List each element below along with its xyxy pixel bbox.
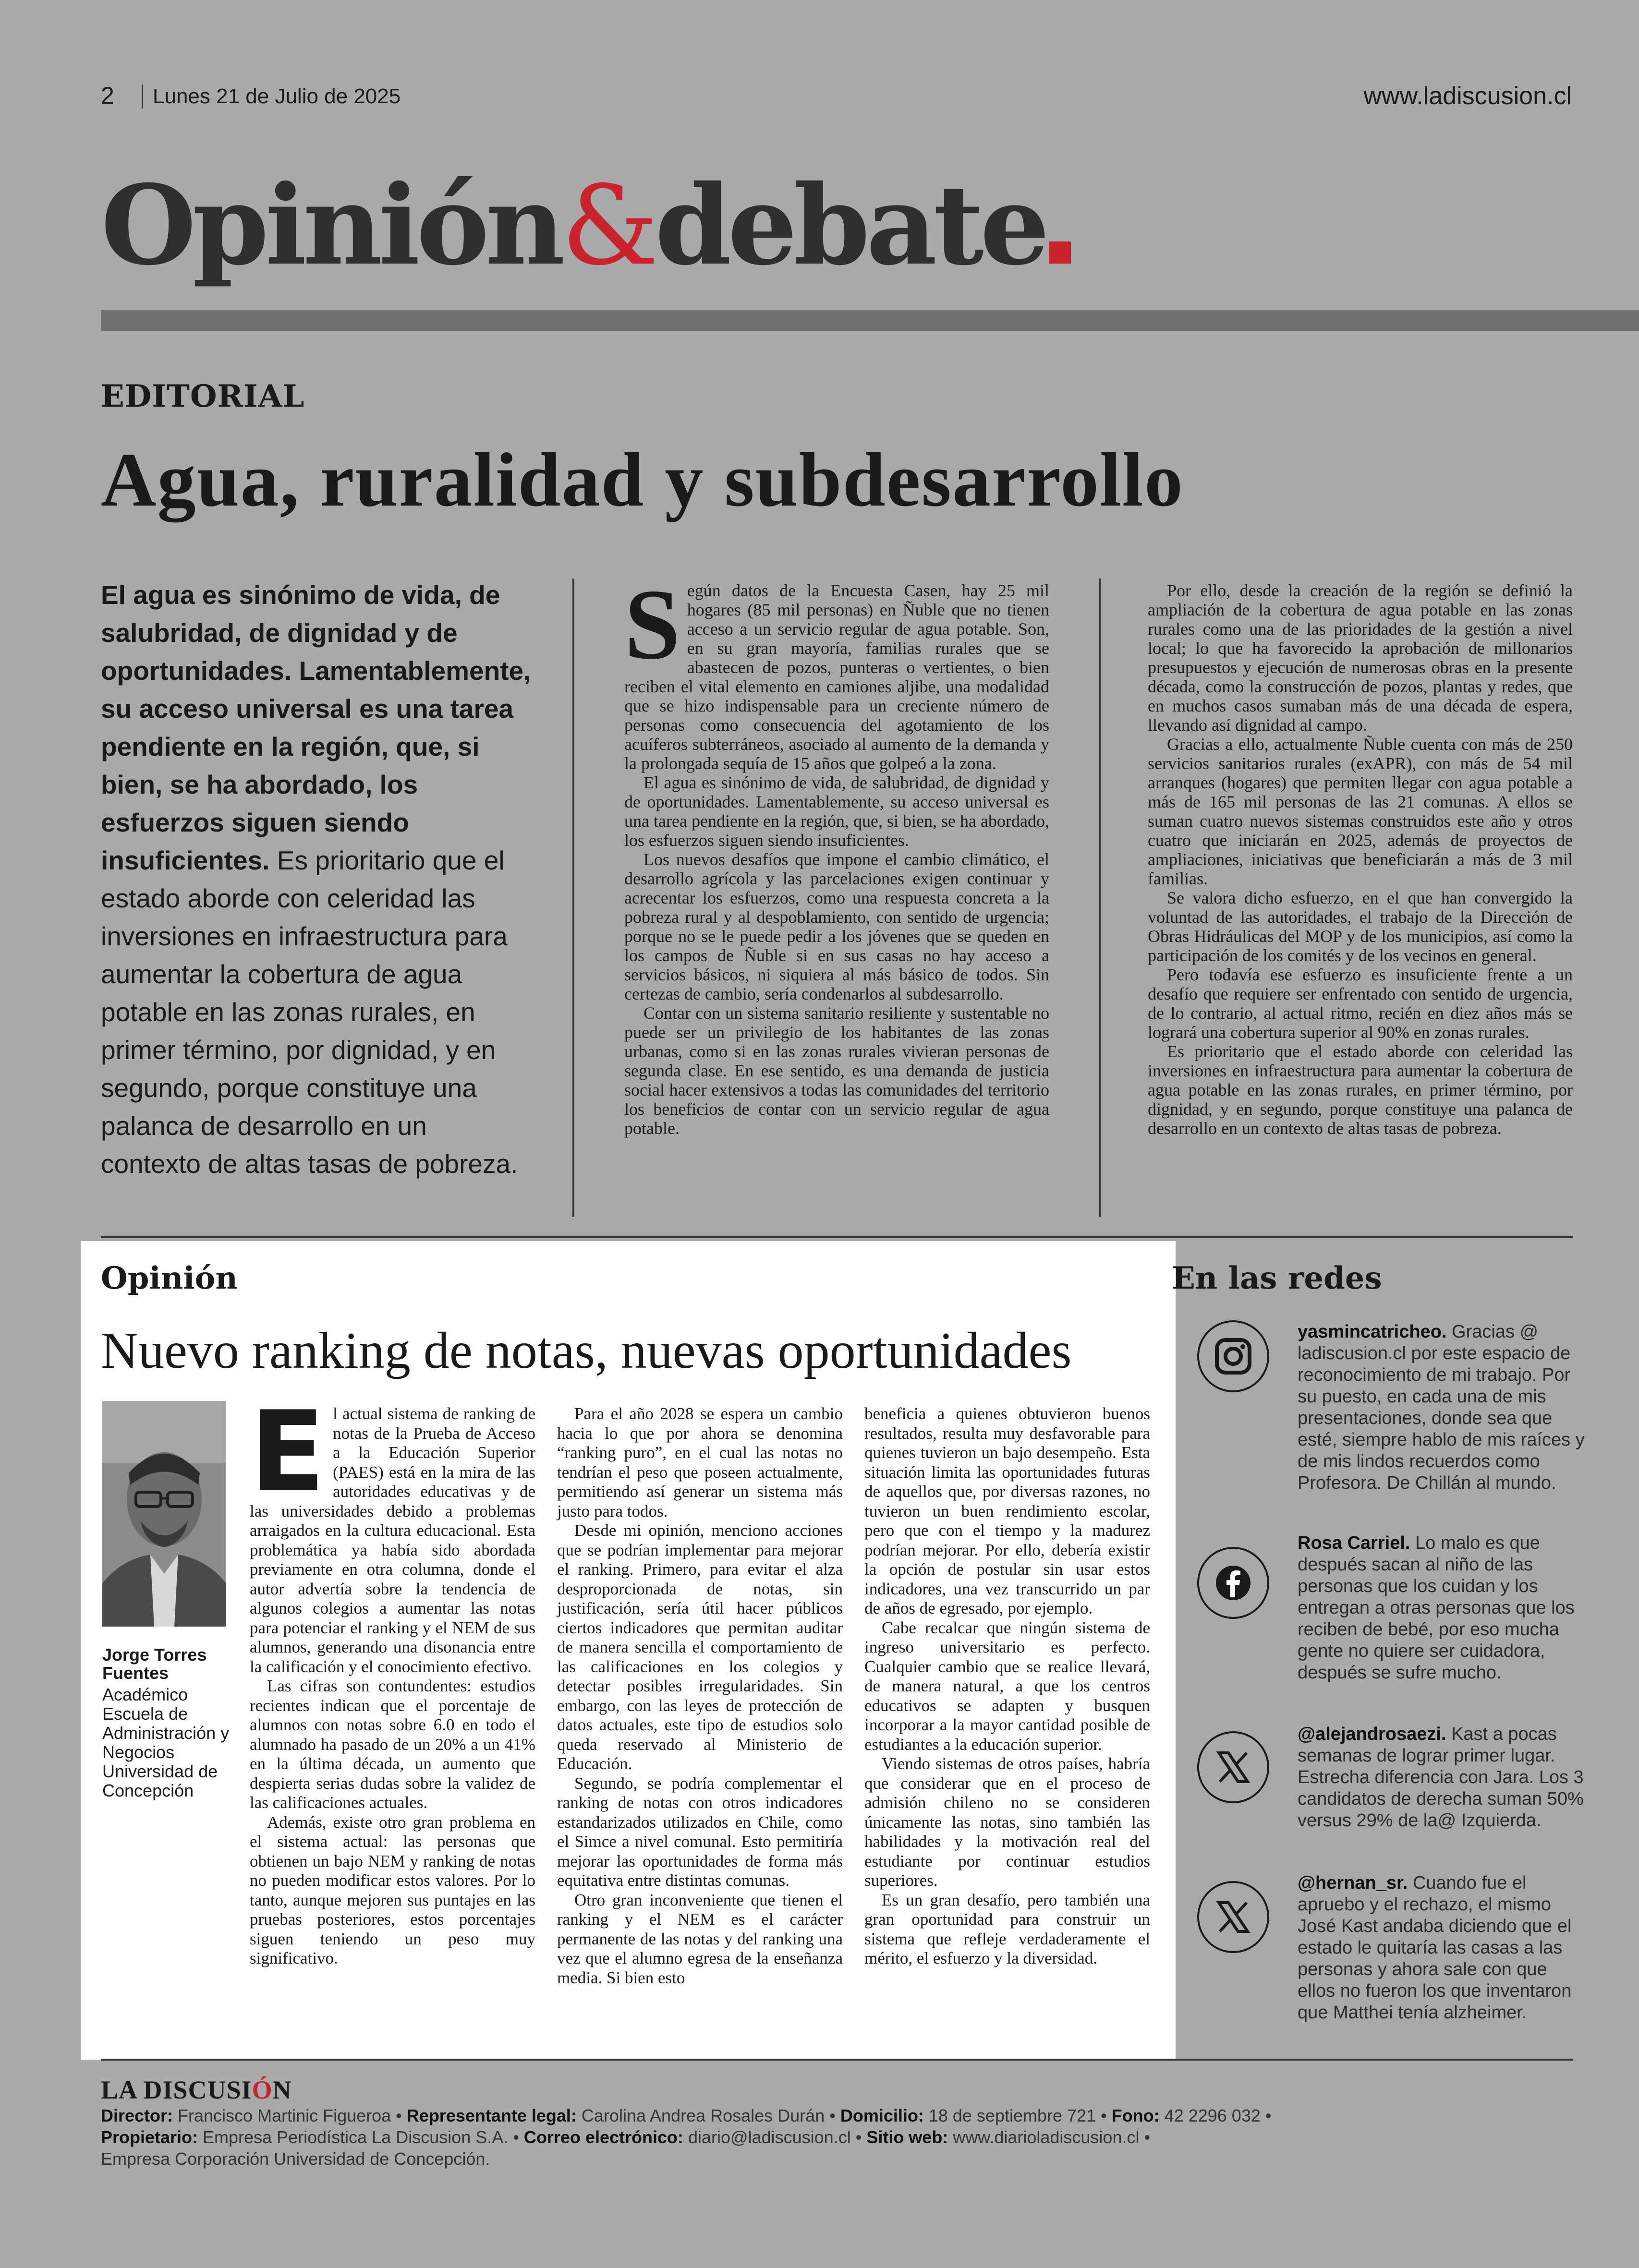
drop-cap: S [624,569,680,680]
author-name: Jorge Torres Fuentes [102,1645,207,1683]
social-post [1298,1532,1586,1684]
editorial-paragraph: Se valora dicho esfuerzo, en el que han convergido la voluntad de las autoridades, el trabajo de la Dirección de Obras Hidráulicas del MOP y de los municipios, así como la participación de los comités y de los vecinos en general. [1148,888,1573,965]
section-divider [101,1236,1573,1238]
editorial-lead-regular: Es prioritario que el estado aborde con celeridad las inversiones en infraestructura para aumentar la cobertura de agua potable en las zonas rurales, en primer término, por dignidad, y en segundo, porque constituye una palanca de desarrollo en un contexto de altas tasas de pobreza. [101,845,518,1179]
opinion-paragraph: Segundo, se podría complementar el ranking de notas con otros indicadores estandarizados utilizados en Chile, como el Simce a nivel comunal. Esto permitiría mejorar las oportunidades de forma más equitativa entre distintas comunas. [557,1773,843,1890]
website-link[interactable]: www.diarioladiscusion.cl • [948,2127,1151,2147]
opinion-paragraph: Es un gran desafío, pero también una gran oportunidad para construir un sistema que refleje verdaderamente el mérito, el esfuerzo y la diversidad. [864,1890,1150,1967]
post-text: Lo malo es que después sacan al niño de las personas que los cuidan y los entregan a otras personas que los reciben de bebé, por eso mucha gente no quiere ser cuidadora, después se sufre mucho. [1298,1533,1575,1683]
opinion-paragraph: Las cifras son contundentes: estudios recientes indican que el porcentaje de alumnos con notas sobre 6.0 en todo el alumnado ha pasado de un 20% a un 41% en la última década, un aumento que despierta serias dudas sobre la validez de las calificaciones actuales. [250,1677,535,1812]
brand-ampersand: & [561,162,655,290]
post-handle[interactable]: @alejandrosaezi. [1298,1724,1446,1744]
email-link[interactable]: diario@ladiscusion.cl • [683,2127,867,2147]
editorial-paragraph [624,569,1049,773]
instagram-icon[interactable] [1197,1320,1269,1392]
post-handle[interactable]: @hernan_sr. [1298,1873,1408,1893]
logo-text-end: N [272,2075,292,2104]
editorial-paragraph: Gracias a ello, actualmente Ñuble cuenta con más de 250 servicios sanitarios rurales (exAPR), con más de 54 mil arranques (hogares) que permiten llegar con agua potable a más de 165 mil personas de las 21 comunas. A ellos se suman cuatro nuevos sistemas construidos este año y otros cuatro que iniciarán en 2025, además de proyectos de ampliaciones, iniciativas que beneficiarán a más de 3 mil familias. [1148,735,1573,888]
section-brand [101,161,1071,290]
paragraph-text: egún datos de la Encuesta Casen, hay 25 mil hogares (85 mil personas) en Ñuble que no tienen acceso a un servicio regular de agua potable. Son, en su gran mayoría, familias rurales que se abastecen de pozos, punteras o vertientes, o bien reciben el vital elemento en camiones aljibe, una modalidad que se hizo indispensable para un creciente número de personas como consecuencia del agotamiento de los acuíferos subterráneos, asociado al aumento de la demanda y la prolongada sequía de 15 años que golpeó a la zona. [624,581,1049,773]
website-link[interactable]: www.ladiscusion.cl [1363,82,1572,110]
opinion-paragraph [250,1388,535,1677]
label: Director: [101,2106,173,2125]
opinion-headline: Nuevo ranking de notas, nuevas oportunidades [101,1322,1072,1379]
opinion-kicker: Opinión [101,1260,238,1296]
paragraph-text: l actual sistema de ranking de notas de la Prueba de Acceso a la Educación Superior (PAES) está en la mira de las autoridades educativas y de las universidades debido a problemas arraigados en la cultura educacional. Esta problemática ya había sido abordada previamente en otra columna, donde el autor advertía sobre la tendencia de algunos colegios a aumentar las notas para potenciar el ranking y el NEM de sus alumnos, generando una disonancia entre la calificación y el conocimiento efectivo. [250,1404,535,1676]
social-post [1298,1724,1586,1832]
author-role: Académico Escuela de Administración y Negocios Universidad de Concepción [102,1685,230,1800]
logo-accent-letter: Ó [252,2075,273,2104]
value: Carolina Andrea Rosales Durán • [576,2106,840,2125]
opinion-column-3 [864,1404,1150,1968]
opinion-paragraph: Desde mi opinión, menciono acciones que se podrían implementar para mejorar el ranking. Primero, para evitar el alza desproporcionada de notas, sin justificación, sería útil hacer públicos ciertos indicadores que permitan auditar de manera sencilla el comportamiento de las calificaciones en los colegios y detectar posibles irregularidades. Sin embargo, con las leyes de protección de datos actuales, este tipo de estudios solo queda reservado al Ministerio de Educación. [557,1521,843,1773]
logo-text: LA DISCUSI [101,2075,252,2104]
masthead-line-2 [101,2127,1590,2148]
opinion-column-2 [557,1404,843,1988]
label: Sitio web: [866,2127,948,2147]
opinion-paragraph: Cabe recalcar que ningún sistema de ingreso universitario es perfecto. Cualquier cambio que se realice llevará, de manera natural, a que los centros educativos se adapten y busquen incorporar a la mayor cantidad posible de estudiantes a la educación superior. [864,1618,1150,1754]
editorial-paragraph: Contar con un sistema sanitario resiliente y sustentable no puede ser un privilegio de los habitantes de las zonas urbanas, como si en las zonas rurales vivieran personas de segunda clase. En ese sentido, es una demanda de justicia social hacer extensivos a todas las comunidades del territorio los beneficios de contar con un servicio regular de agua potable. [624,1003,1049,1138]
editorial-column-2 [624,569,1049,1138]
value: Francisco Martinic Figueroa • [173,2106,407,2125]
x-icon[interactable] [1197,1881,1269,1953]
drop-cap: E [250,1388,326,1516]
editorial-paragraph: Pero todavía ese esfuerzo es insuficiente frente a un desafío que requiere ser enfrentado con sentido de urgencia, de lo contrario, al actual ritmo, recién en diez años más se logrará una cobertura superior al 90% en zonas rurales. [1148,965,1573,1042]
issue-date: Lunes 21 de Julio de 2025 [153,84,401,108]
author-photo [102,1401,226,1627]
masthead-line-3: Empresa Corporación Universidad de Concepción. [101,2149,490,2169]
section-rule [101,310,1639,331]
column-divider [1099,579,1101,1217]
post-text: Gracias @ ladiscusion.cl por este espacio de reconocimiento de mi trabajo. Por su puesto, en cada una de mis presentaciones, donde sea que esté, siempre hablo de mis raíces y de mis lindos recuerdos como Profesora. De Chillán al mundo. [1298,1322,1585,1493]
facebook-icon[interactable] [1197,1547,1269,1619]
brand-word-opinion: Opinión [101,161,561,290]
post-handle[interactable]: yasmincatricheo. [1298,1322,1447,1342]
opinion-paragraph: beneficia a quienes obtuvieron buenos resultados, resulta muy desfavorable para quienes tuvieron un bajo desempeño. Esta situación limita las oportunidades futuras de aquellos que, por diversas razones, no tuvieron un buen rendimiento escolar, pero que con el tiempo y la madurez podrían mejorar. Por ello, debería existir la opción de postular sin usar estos indicadores, una vez transcurrido un par de años de egresado, por ejemplo. [864,1404,1150,1617]
brand-word-debate: debate [655,161,1046,290]
opinion-paragraph: Además, existe otro gran problema en el sistema actual: las personas que obtienen un bajo NEM y ranking de notas no pueden modificar estos valores. Por lo tanto, aunque mejoren sus puntajes en las pruebas posteriores, estos porcentajes siguen teniendo un peso muy significativo. [250,1812,535,1967]
editorial-column-3 [1148,581,1573,1138]
opinion-paragraph: Otro gran inconveniente que tienen el ranking y el NEM es el carácter permanente de las notas y del ranking una vez que el alumno egresa de la enseñanza media. Si bien esto [557,1890,843,1987]
value: 18 de septiembre 721 • [923,2106,1112,2125]
editorial-paragraph: Los nuevos desafíos que impone el cambio climático, el desarrollo agrícola y las parcelaciones exigen continuar y acrecentar los esfuerzos, como una respuesta concreta a la pobreza rural y al despoblamiento, con sentido de urgencia; porque no se le puede pedir a los jóvenes que se queden en los campos de Ñuble si en sus casas no hay acceso a servicios básicos, ni siquiera al más básico de todos. Sin certezas de cambio, sería condenarlos al subdesarrollo. [624,850,1049,1003]
column-divider [572,579,574,1217]
post-text: Cuando fue el apruebo y el rechazo, el mismo José Kast andaba diciendo que el estado le quitaría las casas a las personas y ahora sale con que ellos no fueron los que inventaron que Matthei tenía alzheimer. [1298,1873,1572,2023]
newspaper-logo [101,2075,292,2105]
opinion-paragraph: Viendo sistemas de otros países, habría que considerar que en el proceso de admisión chileno no se consideren únicamente las notas, sino también las habilidades y la motivación real del estudiante por continuar estudios superiores. [864,1754,1150,1890]
opinion-column-1 [250,1388,535,1968]
value: Empresa Periodística La Discusion S.A. • [198,2127,524,2147]
social-post [1298,1872,1586,2024]
editorial-paragraph: Es prioritario que el estado aborde con celeridad las inversiones en infraestructura para aumentar la cobertura de agua potable en las zonas rurales, en primer término, por dignidad, y en segundo, porque constituye una palanca de desarrollo en un contexto de altas tasas de pobreza. [1148,1042,1573,1138]
post-handle[interactable]: Rosa Carriel. [1298,1533,1410,1553]
label: Correo electrónico: [523,2127,683,2147]
x-icon[interactable] [1197,1731,1269,1803]
value: 42 2296 032 • [1159,2106,1272,2125]
label: Representante legal: [406,2106,577,2125]
social-post [1298,1321,1586,1494]
footer-divider [101,2059,1573,2061]
masthead-line-1 [101,2105,1590,2126]
label: Fono: [1111,2106,1160,2125]
brand-red-dot [1049,241,1071,264]
opinion-paragraph: Para el año 2028 se espera un cambio hacia lo que por ahora se denomina “ranking puro”, en el cual las notas no tendrían el peso que poseen actualmente, permitiendo así generar un sistema más justo para todos. [557,1404,843,1520]
editorial-lead [101,576,533,1183]
editorial-lead-bold: El agua es sinónimo de vida, de salubridad, de dignidad y de oportunidades. Lamentablemente, su acceso universal es una tarea pendiente en la región, que, si bien, se ha abordado, los esfuerzos siguen siendo insuficientes. [101,580,531,875]
editorial-kicker: EDITORIAL [101,378,305,414]
editorial-paragraph: El agua es sinónimo de vida, de salubridad, de dignidad y de oportunidades. Lamentablemente, su acceso universal es una tarea pendiente en la región, que, si bien, se ha abordado, los esfuerzos siguen siendo insuficientes. [624,773,1049,850]
page-number: 2 [101,82,114,109]
editorial-paragraph: Por ello, desde la creación de la región se definió la ampliación de la cobertura de agua potable en las zonas rurales como una de las prioridades de la gestión a nivel local; lo que ha favorecido la aprobación de millonarios presupuestos y ejecución de numerosas obras en la presente década, como la construcción de pozos, plantas y redes, que en muchos casos sumaban más de una década de espera, llevando así dignidad al campo. [1148,581,1573,735]
label: Domicilio: [840,2106,924,2125]
editorial-headline: Agua, ruralidad y subdesarrollo [101,437,1184,522]
social-title: En las redes [1172,1260,1382,1296]
label: Propietario: [101,2127,198,2147]
post-text: Kast a pocas semanas de lograr primer lugar. Estrecha diferencia con Jara. Los 3 candidatos de derecha suman 50% versus 29% de la@ Izquierda. [1298,1724,1584,1831]
header-separator [142,84,143,109]
